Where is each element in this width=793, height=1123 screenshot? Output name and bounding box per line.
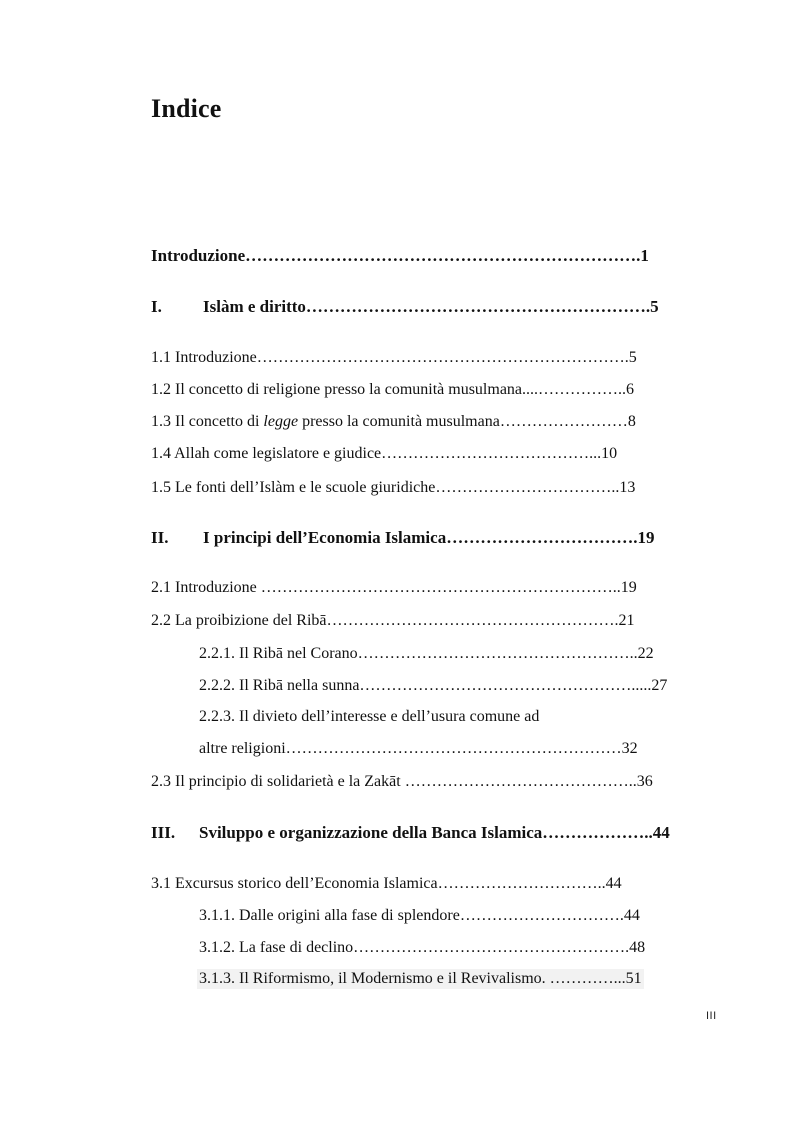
toc-entry-2-2-3: 2.2.3. Il divieto dell’interesse e dell’usura comune ad: [199, 708, 540, 725]
toc-chapter-3: [151, 823, 670, 843]
chapter-title: Sviluppo e organizzazione della Banca Islamica………………..44: [199, 823, 670, 842]
toc-entry-1-4: 1.4 Allah come legislatore e giudice…………………………………...10: [151, 445, 618, 462]
entry-text: presso la comunità musulmana……………………8: [298, 413, 636, 430]
chapter-number: III.: [151, 823, 176, 842]
toc-entry-1-2: 1.2 Il concetto di religione presso la comunità musulmana....……………..6: [151, 381, 635, 398]
toc-entry-2-2-1: 2.2.1. Il Ribā nel Corano……………………………………………..22: [199, 645, 654, 662]
chapter-title: I principi dell’Economia Islamica…………………………….19: [203, 528, 655, 547]
page-title: Indice: [151, 94, 222, 123]
toc-entry-1-3: [151, 412, 636, 432]
toc-entry-2-2: 2.2 La proibizione del Ribā……………………………………………….21: [151, 612, 635, 629]
toc-entry-3-1-3: 3.1.3. Il Riformismo, il Modernismo e il Revivalismo. …………...51: [199, 970, 642, 987]
entry-text: 1.3 Il concetto di: [151, 413, 264, 430]
toc-entry-3-1-2: 3.1.2. La fase di declino…………………………………………….48: [199, 939, 646, 956]
toc-chapter-2: [151, 528, 654, 548]
toc-entry-introduzione: Introduzione…………………………………………………………….1: [151, 246, 649, 265]
toc-entry-2-3: 2.3 Il principio di solidarietà e la Zakāt ……………………………………..36: [151, 773, 653, 790]
toc-entry-1-5: 1.5 Le fonti dell’Islàm e le scuole giuridiche……………………………..13: [151, 479, 636, 496]
toc-entry-3-1: 3.1 Excursus storico dell’Economia Islamica…………………………..44: [151, 875, 622, 892]
toc-entry-1-1: 1.1 Introduzione…………………………………………………………….5: [151, 349, 637, 366]
chapter-number: II.: [151, 528, 169, 547]
chapter-number: I.: [151, 297, 162, 316]
toc-entry-2-2-2: 2.2.2. Il Ribā nella sunna…………………………………………….....27: [199, 677, 668, 694]
entry-emphasis: legge: [263, 413, 299, 430]
toc-entry-2-1: 2.1 Introduzione …………………………………………………………..19: [151, 579, 637, 596]
toc-entry-3-1-1: 3.1.1. Dalle origini alla fase di splendore………………………….44: [199, 907, 640, 924]
toc-chapter-1: [151, 297, 659, 317]
chapter-title: Islàm e diritto…………………………………………………….5: [203, 297, 659, 316]
toc-entry-2-2-3-cont: altre religioni………………………………………………………32: [199, 740, 638, 757]
page-number: III: [706, 1010, 717, 1022]
